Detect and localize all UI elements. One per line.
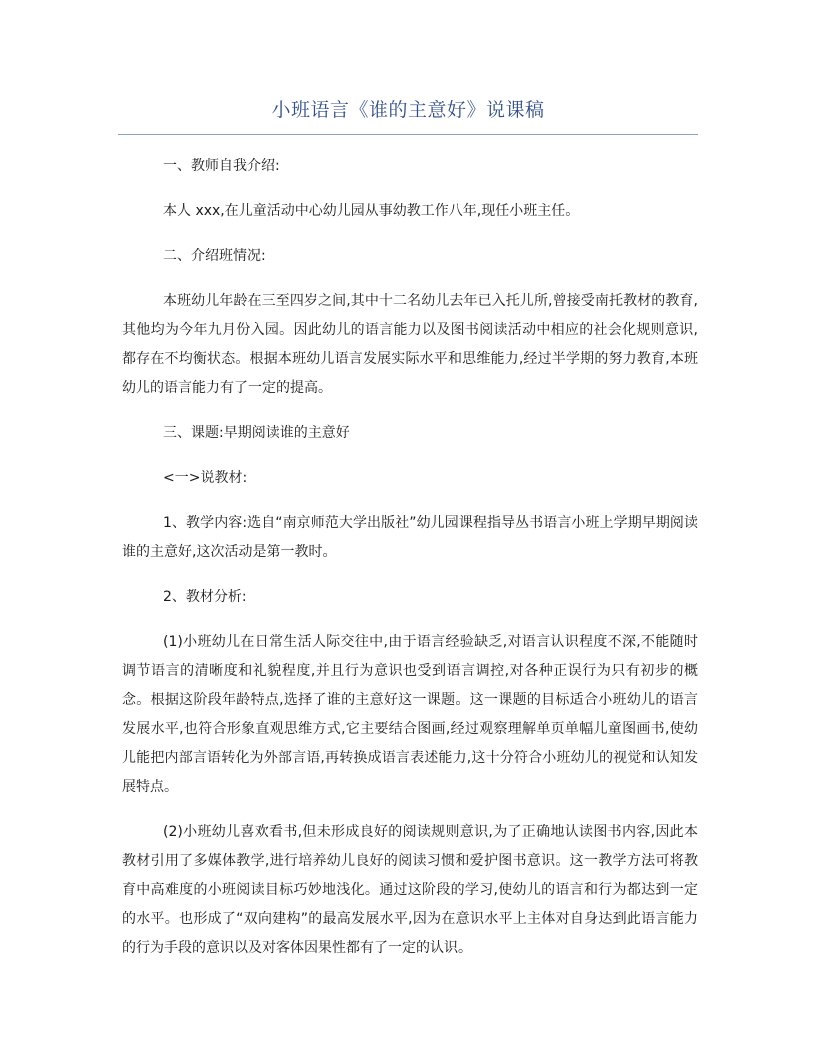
- section-heading-class-intro: 二、介绍班情况:: [163, 248, 266, 264]
- section-heading-topic: 三、课题:早期阅读谁的主意好: [163, 425, 350, 441]
- title-divider: [118, 134, 698, 135]
- subsection-heading-material-analysis: 2、教材分析:: [163, 589, 247, 605]
- paragraph-teacher-intro: 本人 xxx,在儿童活动中心幼儿园从事幼教工作八年,现任小班主任。: [163, 203, 580, 219]
- paragraph-analysis-1: (1)小班幼儿在日常生活人际交往中,由于语言经验缺乏,对语言认识程度不深,不能随时调节语言的清晰度和礼貌程度,并且行为意识也受到语言调控,对各种正误行为只有初步的概念。根据这阶段年龄特点,选择了谁的主意好这一课题。这一课题的目标适合小班幼儿的语言发展水平,也符合形象直观思维方式,它主要结合图画,经过观察理解单页单幅儿童图画书,使幼儿能把内部言语转化为外部言语,再转换成语言表述能力,这十分符合小班幼儿的视觉和认知发展特点。: [122, 634, 698, 795]
- document-body: [122, 152, 698, 979]
- subsection-heading-material: <一>说教材:: [163, 470, 248, 486]
- document-title: 小班语言《谁的主意好》说课稿: [271, 99, 545, 121]
- paragraph-analysis-2: (2)小班幼儿喜欢看书,但未形成良好的阅读规则意识,为了正确地认读图书内容,因此本教材引用了多媒体教学,进行培养幼儿良好的阅读习惯和爱护图书意识。这一教学方法可将教育中高难度的小班阅读目标巧妙地浅化。通过这阶段的学习,使幼儿的语言和行为都达到一定的水平。也形成了“双向建构”的最高发展水平,因为在意识水平上主体对自身达到此语言能力的行为手段的意识以及对客体因果性都有了一定的认识。: [122, 824, 698, 956]
- paragraph-teaching-content: 1、教学内容:选自“南京师范大学出版社”幼儿园课程指导丛书语言小班上学期早期阅读谁的主意好,这次活动是第一教时。: [122, 515, 698, 560]
- section-heading-teacher-intro: 一、教师自我介绍:: [163, 158, 280, 174]
- paragraph-class-intro: 本班幼儿年龄在三至四岁之间,其中十二名幼儿去年已入托儿所,曾接受南托教材的教育,其他均为今年九月份入园。因此幼儿的语言能力以及图书阅读活动中相应的社会化规则意识,都存在不均衡状态。根据本班幼儿语言发展实际水平和思维能力,经过半学期的努力教育,本班幼儿的语言能力有了一定的提高。: [122, 293, 698, 396]
